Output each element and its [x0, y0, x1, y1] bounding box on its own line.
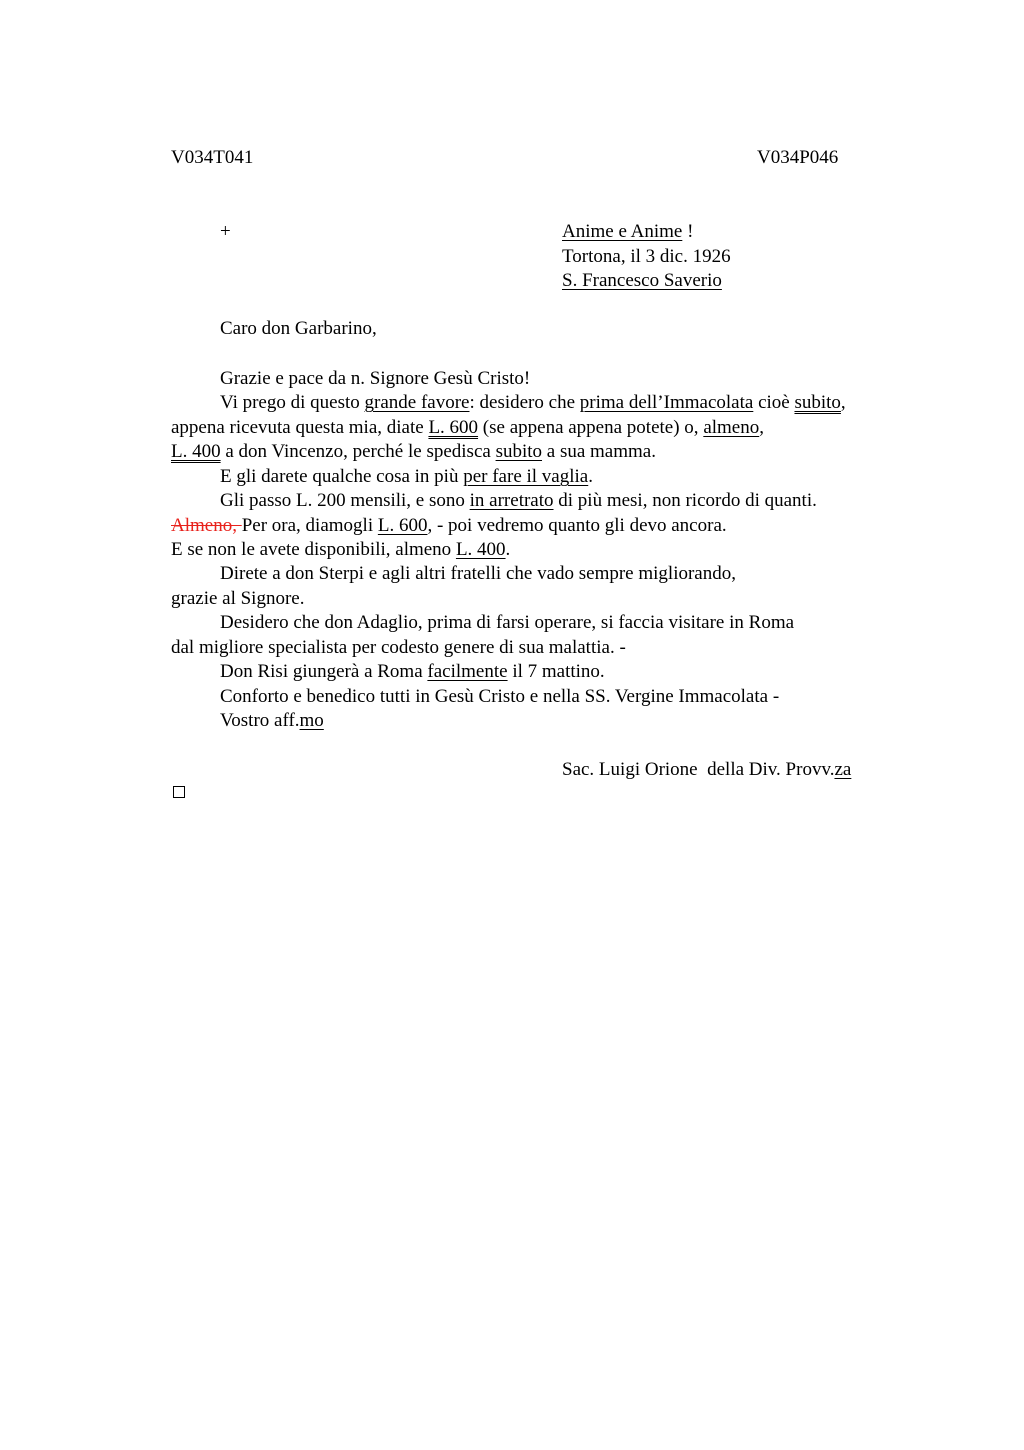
underlined-text: facilmente [427, 661, 508, 682]
text-run: cioè [753, 392, 795, 413]
place-date: Tortona, il 3 dic. 1926 [562, 246, 731, 267]
underlined-text: in arretrato [469, 490, 554, 511]
motto-text: Anime e Anime [562, 221, 683, 242]
underlined-text: almeno [703, 417, 760, 438]
closing [220, 709, 324, 733]
body-line-11: Desidero che don Adaglio, prima di farsi operare, si faccia visitare in Roma [220, 612, 795, 633]
body-line-4 [171, 440, 656, 464]
text-run: Gli passo L. 200 mensili, e sono [220, 490, 470, 511]
underlined-text: L. 400 [455, 539, 506, 560]
double-underlined-text: L. 400 [171, 441, 221, 462]
signature-superscript: za [834, 759, 852, 780]
signature [562, 758, 851, 782]
text-run: . [588, 466, 593, 487]
text-run: di più mesi, non ricordo di quanti. [553, 490, 817, 511]
body-line-2 [220, 391, 846, 415]
signature-text: Sac. Luigi Orione della Div. Provv. [562, 759, 835, 780]
salutation: Caro don Garbarino, [220, 318, 377, 339]
body-line-8 [171, 538, 510, 562]
double-underlined-text: L. 600 [428, 417, 479, 438]
underlined-text: mo [299, 710, 324, 731]
text-run: il 7 mattino. [507, 661, 605, 682]
text-run: : desidero che [469, 392, 580, 413]
text-run: . [505, 539, 511, 560]
body-line-13 [220, 660, 605, 684]
underlined-text: grande favore [364, 392, 470, 413]
text-run: Don Risi giungerà a Roma [220, 661, 428, 682]
text-run: appena ricevuta questa mia, diate [171, 417, 429, 438]
text-run: , - poi vedremo quanto gli devo ancora. [427, 515, 727, 536]
underlined-text: prima dell’Immacolata [579, 392, 754, 413]
text-run: (se appena appena potete) o, [478, 417, 704, 438]
body-line-6 [220, 489, 817, 513]
body-line-3 [171, 416, 764, 440]
text-run: Vostro aff. [220, 710, 300, 731]
underlined-text: subito [495, 441, 543, 462]
struck-text: Almeno, [171, 515, 242, 536]
square-marker-icon [173, 786, 185, 798]
text-run: E gli darete qualche cosa in più [220, 466, 464, 487]
text-run: a sua mamma. [542, 441, 656, 462]
body-line-10: grazie al Signore. [171, 588, 305, 609]
cross-mark: + [220, 221, 231, 242]
text-run: a don Vincenzo, perché le spedisca [220, 441, 496, 462]
document-code-right: V034P046 [757, 147, 839, 168]
text-run: , [840, 392, 846, 413]
text-run: Per ora, diamogli [241, 515, 378, 536]
double-underlined-text: subito [794, 392, 841, 413]
body-line-12: dal migliore specialista per codesto genere di sua malattia. - [171, 637, 626, 658]
saint-name: S. Francesco Saverio [562, 270, 722, 291]
motto-suffix: ! [682, 221, 694, 242]
text-run: E se non le avete disponibili, almeno [171, 539, 456, 560]
body-line-9: Direte a don Sterpi e agli altri fratelli che vado sempre migliorando, [220, 563, 736, 584]
document-code-left: V034T041 [171, 147, 254, 168]
underlined-text: L. 600 [377, 515, 428, 536]
motto [562, 220, 693, 244]
text-run: Vi prego di questo [220, 392, 365, 413]
body-line-14: Conforto e benedico tutti in Gesù Cristo e nella SS. Vergine Immacolata - [220, 686, 780, 707]
text-run: , [759, 417, 764, 438]
body-line-1: Grazie e pace da n. Signore Gesù Cristo! [220, 368, 531, 389]
body-line-7 [171, 514, 727, 538]
body-line-5 [220, 465, 593, 489]
underlined-text: per fare il vaglia [463, 466, 589, 487]
